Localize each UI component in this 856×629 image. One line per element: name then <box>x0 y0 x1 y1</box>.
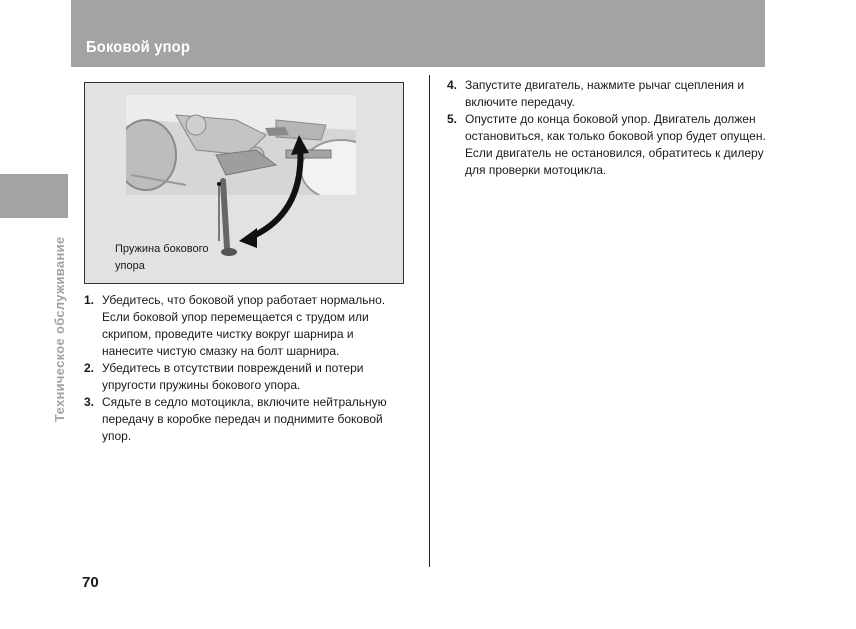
side-stand-figure <box>84 82 404 284</box>
figure-caption <box>115 241 255 275</box>
side-stand-leg <box>223 181 227 248</box>
step-number: 4. <box>447 78 458 92</box>
page-title: Боковой упор <box>86 39 191 56</box>
page-number: 70 <box>82 574 99 591</box>
step-number: 5. <box>447 112 458 126</box>
step-text: Опустите до конца боковой упор. Двигатель должен остановиться, как только боковой упор будет опущен. Если двигатель не остановился, обратитесь к дилеру для проверки мотоцикла. <box>465 112 766 177</box>
swing-arrow <box>251 145 300 237</box>
step-item <box>84 292 406 360</box>
step-text: Убедитесь в отсутствии повреждений и потери упругости пружины бокового упора. <box>102 361 364 392</box>
side-tab-marker <box>0 174 68 218</box>
step-item <box>447 111 777 179</box>
step-number: 3. <box>84 395 95 409</box>
step-number: 2. <box>84 361 95 375</box>
column-divider <box>429 75 430 567</box>
caption-line-1: Пружина бокового <box>115 243 209 255</box>
step-item <box>447 77 777 111</box>
step-text: Запустите двигатель, нажмите рычаг сцепления и включите передачу. <box>465 78 745 109</box>
step-text: Убедитесь, что боковой упор работает нормально. Если боковой упор перемещается с трудом или скрипом, проведите чистку вокруг шарнира и нанесите чистую смазку на болт шарнира. <box>102 293 386 358</box>
step-number: 1. <box>84 293 95 307</box>
left-steps-list <box>84 292 406 445</box>
caption-line-2: упора <box>115 260 145 272</box>
step-item <box>84 360 406 394</box>
step-item <box>84 394 406 445</box>
section-side-label: Техническое обслуживание <box>52 236 67 422</box>
arrow-head-up <box>291 135 309 155</box>
right-steps-list <box>447 77 777 179</box>
step-text: Сядьте в седло мотоцикла, включите нейтральную передачу в коробке передач и поднимите боковой упор. <box>102 395 387 443</box>
